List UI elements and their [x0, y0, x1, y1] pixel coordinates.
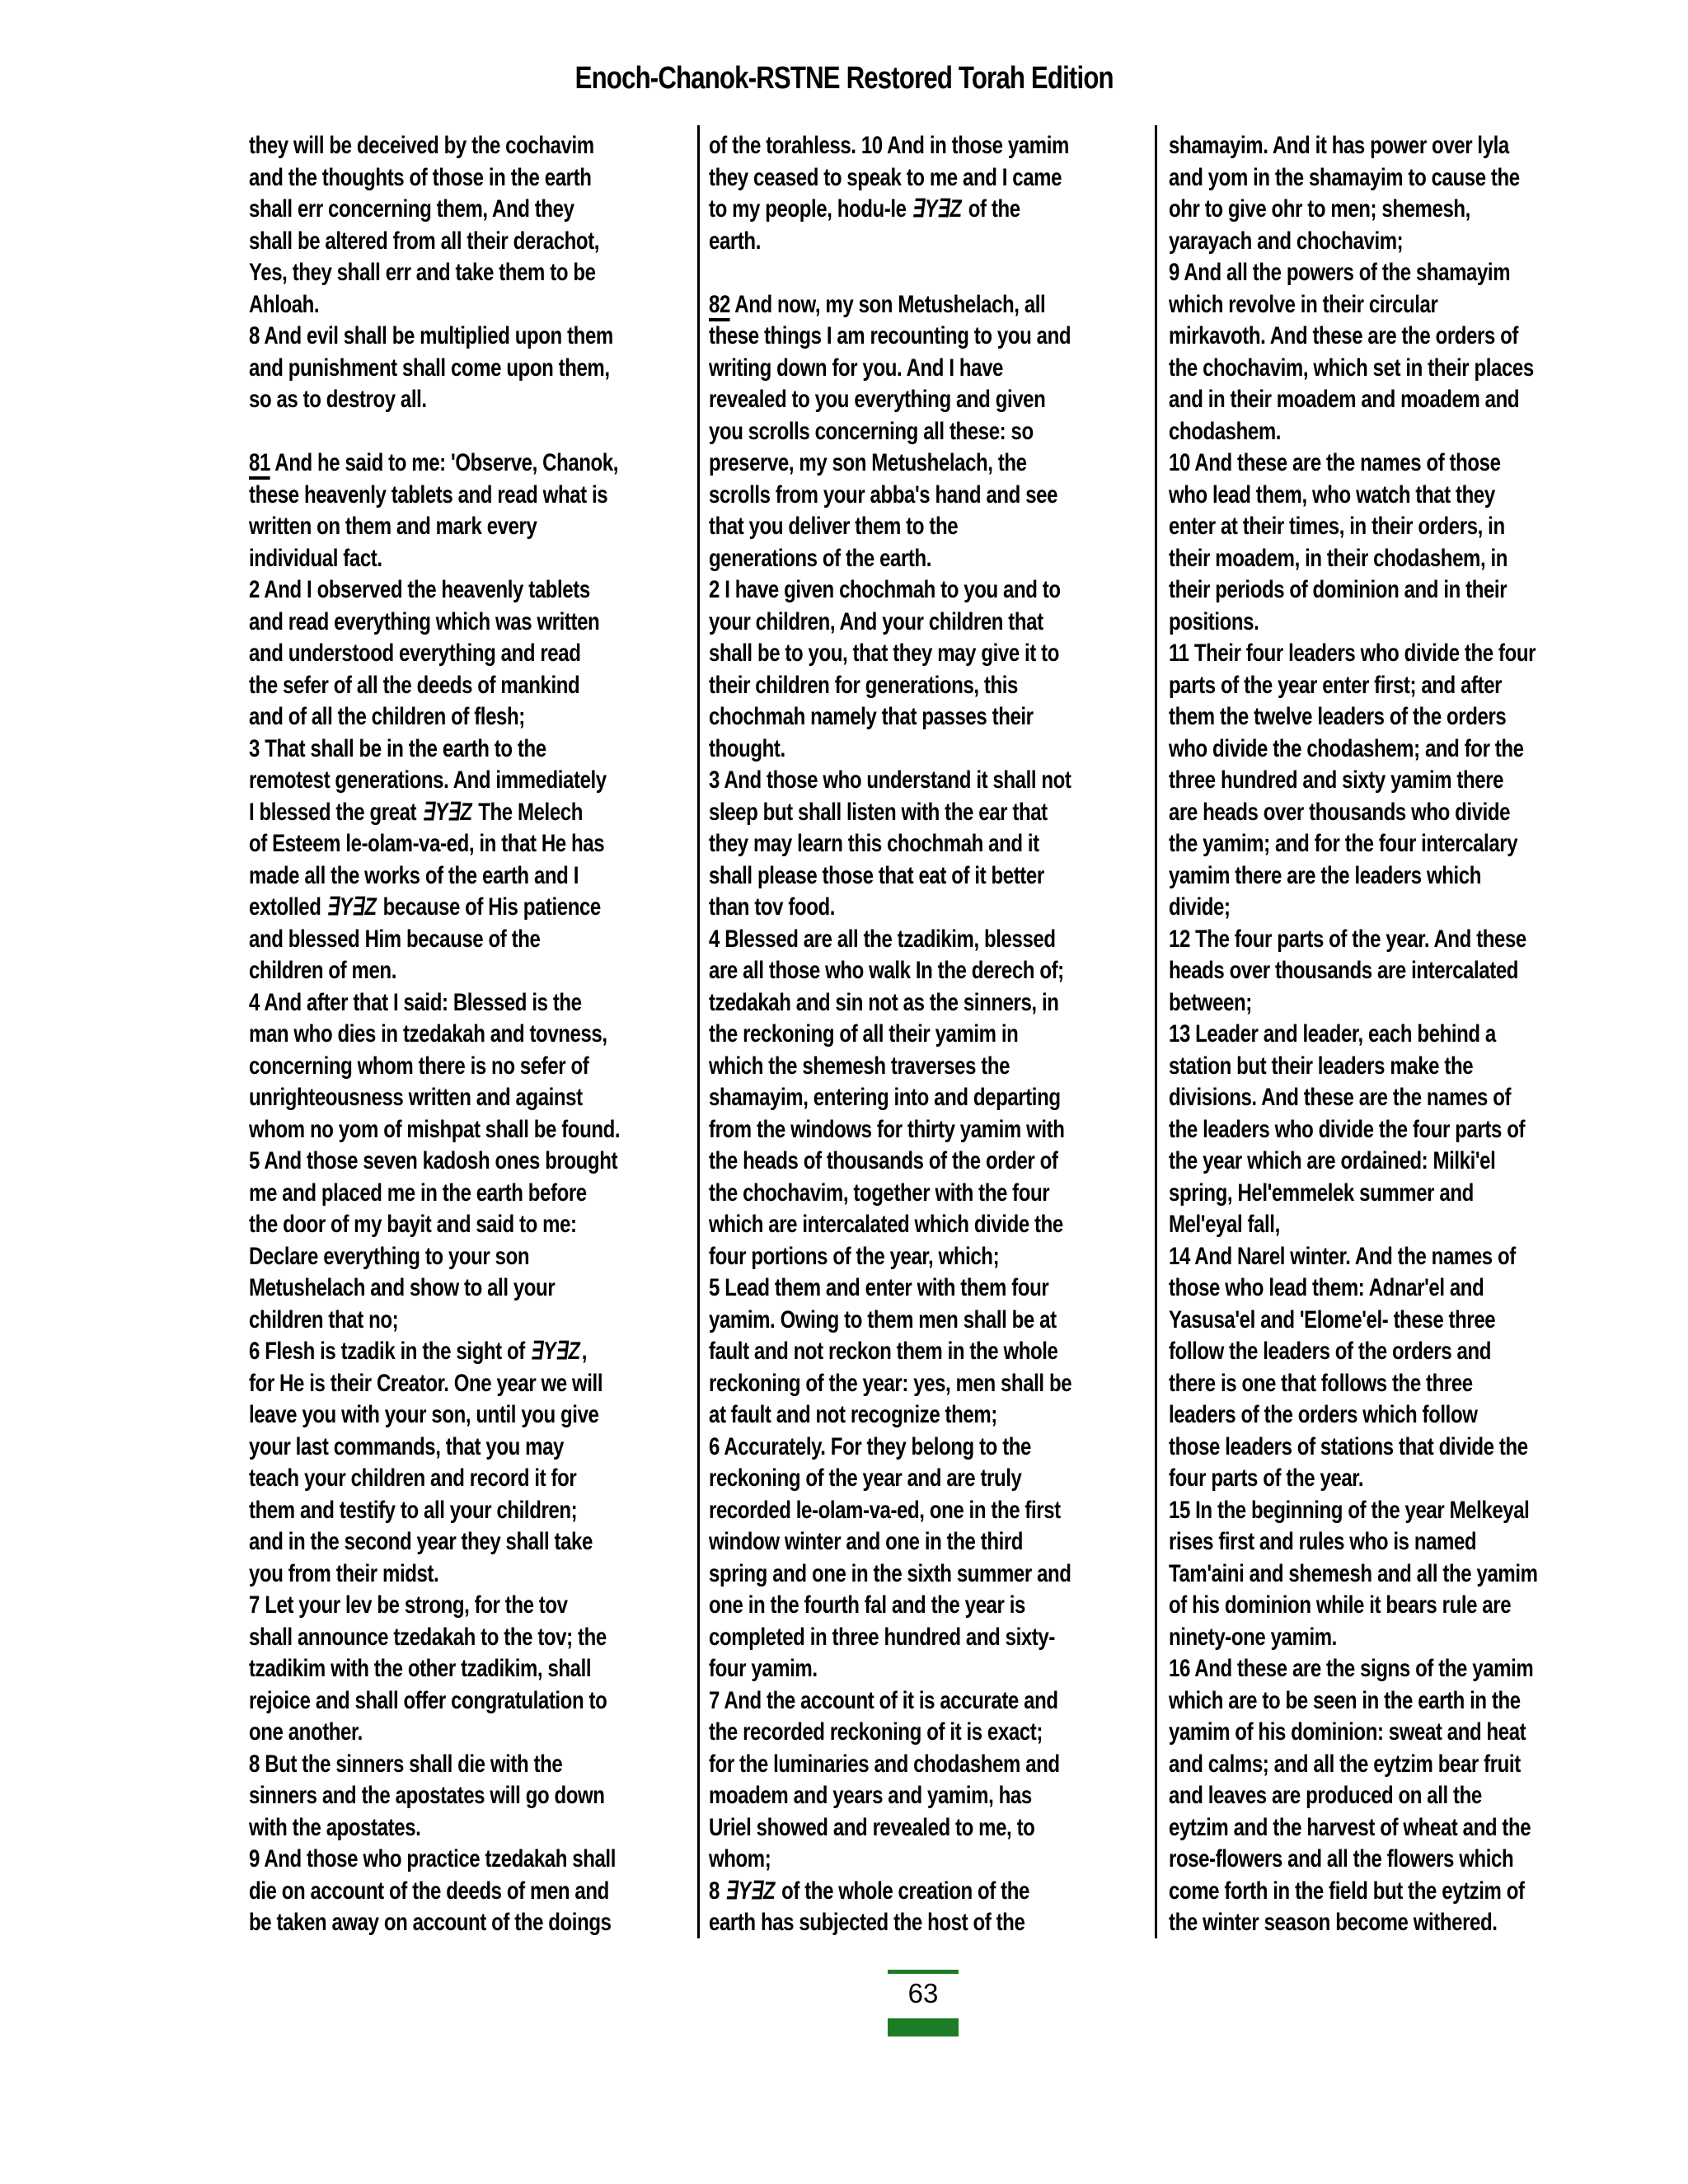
text-line: shall be altered from all their derachot, — [249, 227, 600, 255]
text-line: which the shemesh traverses the — [709, 1052, 1010, 1080]
text-line: made all the works of the earth and I — [249, 861, 579, 889]
text-line: children that no; — [249, 1305, 399, 1333]
text-line: they may learn this chochmah and it — [709, 830, 1039, 857]
text-line: 7 And the account of it is accurate and — [709, 1686, 1058, 1714]
divine-name-glyph: ∃Y∃Z — [724, 1877, 777, 1905]
text-line: shall be to you, that they may give it to — [709, 640, 1060, 667]
text-line: between; — [1169, 988, 1252, 1016]
text-line: your children, And your children that — [709, 607, 1043, 635]
text-line: these things I am recounting to you and — [709, 322, 1071, 349]
text-line: moadem and years and yamim, has — [709, 1782, 1032, 1809]
text-line: Metushelach and show to all your — [249, 1274, 556, 1301]
text-line: who divide the chodashem; and for the — [1169, 734, 1524, 762]
text-line: 4 Blessed are all the tzadikim, blessed — [709, 925, 1056, 953]
text-line: which are to be seen in the earth in the — [1169, 1686, 1521, 1714]
text-line: which are intercalated which divide the — [709, 1211, 1063, 1238]
text-line: the chochavim, together with the four — [709, 1179, 1050, 1207]
text-line: shall err concerning them, And they — [249, 195, 574, 223]
text-line: the chochavim, which set in their places — [1169, 354, 1534, 382]
text-line: than tov food. — [709, 893, 836, 921]
text-line: ohr to give ohr to men; shemesh, — [1169, 195, 1470, 223]
text-line: individual fact. — [249, 544, 382, 572]
text-line: 6 Flesh is tzadik in the sight of ∃Y∃Z, — [249, 1336, 710, 1368]
text-line: earth. — [709, 227, 761, 255]
text-line: at fault and not recognize them; — [709, 1401, 997, 1428]
text-line: Mel'eyal fall, — [1169, 1211, 1280, 1238]
text-line: there is one that follows the three — [1169, 1369, 1473, 1397]
text-line: writing down for you. And I have — [709, 354, 1003, 382]
text-line: ninety-one yamim. — [1169, 1623, 1337, 1651]
text-line: extolled ∃Y∃Z because of His patience — [249, 892, 710, 924]
text-line: remotest generations. And immediately — [249, 766, 607, 794]
text-line: 9 And those who practice tzedakah shall — [249, 1845, 616, 1872]
text-line: Yes, they shall err and take them to be — [249, 259, 596, 286]
text-line: these heavenly tablets and read what is — [249, 480, 608, 509]
divine-name-glyph: ∃Y∃Z — [421, 798, 474, 826]
text-line: you from their midst. — [249, 1559, 439, 1587]
text-line: be taken away on account of the doings — [249, 1909, 612, 1936]
text-line: revealed to you everything and given — [709, 386, 1046, 413]
text-line: four yamim. — [709, 1655, 818, 1682]
text-line: teach your children and record it for — [249, 1465, 577, 1492]
text-line: for He is their Creator. One year we will — [249, 1369, 603, 1397]
text-line: and punishment shall come upon them, — [249, 354, 610, 382]
text-line: children of men. — [249, 957, 396, 984]
text-line: and read everything which was written — [249, 607, 600, 635]
text-line: 4 And after that I said: Blessed is the — [249, 988, 582, 1016]
divine-name-glyph: ∃Y∃Z — [911, 195, 964, 223]
text-line: 2 I have given chochmah to you and to — [709, 576, 1061, 603]
text-line: four portions of the year, which; — [709, 1242, 1000, 1270]
text-line: I blessed the great ∃Y∃Z The Melech — [249, 797, 710, 829]
text-line: thought. — [709, 734, 785, 762]
text-line: reckoning of the year and are truly — [709, 1465, 1022, 1492]
text-line: Yasusa'el and 'Elome'el- these three — [1169, 1305, 1496, 1333]
text-line: one another. — [249, 1718, 363, 1746]
text-line: Ahloah. — [249, 290, 320, 318]
text-line: man who dies in tzedakah and tovness, — [249, 1020, 607, 1047]
text-line: shamayim, entering into and departing — [709, 1084, 1061, 1111]
text-line: your last commands, that you may — [249, 1432, 564, 1460]
text-line: 14 And Narel winter. And the names of — [1169, 1242, 1516, 1270]
text-line — [249, 416, 710, 448]
text-line: the recorded reckoning of it is exact; — [709, 1718, 1043, 1746]
text-line: 8 ∃Y∃Z of the whole creation of the — [709, 1876, 1170, 1908]
column-text — [249, 130, 710, 1939]
text-line: and in their moadem and moadem and — [1169, 386, 1520, 413]
text-line: and in the second year they shall take — [249, 1528, 593, 1555]
text-line: 11 Their four leaders who divide the four — [1169, 640, 1536, 667]
text-line: die on account of the deeds of men and — [249, 1877, 609, 1905]
text-line: sleep but shall listen with the ear that — [709, 798, 1048, 826]
text-line: 6 Accurately. For they belong to the — [709, 1432, 1031, 1460]
text-line: tzadikim with the other tzadikim, shall — [249, 1655, 592, 1682]
text-line: rejoice and shall offer congratulation to — [249, 1686, 607, 1714]
text-line: 13 Leader and leader, each behind a — [1169, 1020, 1496, 1047]
text-line: 3 And those who understand it shall not — [709, 766, 1071, 794]
text-line: 3 That shall be in the earth to the — [249, 734, 546, 762]
text-line: to my people, hodu-le ∃Y∃Z of the — [709, 194, 1170, 226]
column-text — [709, 130, 1170, 1939]
text-line: me and placed me in the earth before — [249, 1179, 587, 1207]
text-line: fault and not reckon them in the whole — [709, 1338, 1058, 1365]
text-line: scrolls from your abba's hand and see — [709, 480, 1058, 509]
text-line: for the luminaries and chodashem and — [709, 1750, 1060, 1778]
text-line: 8 But the sinners shall die with the — [249, 1750, 563, 1778]
text-line: Uriel showed and revealed to me, to — [709, 1813, 1035, 1841]
text-line: concerning whom there is no sefer of — [249, 1052, 589, 1080]
text-line: parts of the year enter first; and after — [1169, 671, 1503, 699]
text-line: come forth in the field but the eytzim of — [1169, 1877, 1525, 1905]
text-line: of the torahless. 10 And in those yamim — [709, 132, 1069, 159]
text-line: their periods of dominion and in their — [1169, 576, 1507, 603]
text-line: one in the fourth fal and the year is — [709, 1591, 1025, 1619]
text-line: 2 And I observed the heavenly tablets — [249, 576, 590, 603]
text-line: chodashem. — [1169, 417, 1282, 445]
text-line: that you deliver them to the — [709, 513, 959, 540]
text-line: window winter and one in the third — [709, 1528, 1024, 1555]
text-line: spring and one in the sixth summer and — [709, 1559, 1071, 1587]
text-line: 81 And he said to me: 'Observe, Chanok, — [249, 448, 710, 480]
text-line: the yamim; and for the four intercalary — [1169, 830, 1518, 857]
text-line: four parts of the year. — [1169, 1465, 1364, 1492]
text-line: yamim. Owing to them men shall be at — [709, 1305, 1057, 1333]
text-line: the heads of thousands of the order of — [709, 1147, 1058, 1174]
text-line: generations of the earth. — [709, 544, 932, 572]
text-line: sinners and the apostates will go down — [249, 1782, 605, 1809]
text-line: the year which are ordained: Milki'el — [1169, 1147, 1496, 1174]
text-line: rose-flowers and all the flowers which — [1169, 1845, 1514, 1872]
text-line: spring, Hel'emmelek summer and — [1169, 1179, 1474, 1207]
text-line: whom; — [709, 1845, 771, 1872]
text-line: heads over thousands are intercalated — [1169, 957, 1519, 984]
text-column-3 — [1169, 130, 1688, 1939]
text-line: rises first and rules who is named — [1169, 1528, 1477, 1555]
divine-name-glyph: ∃Y∃Z — [326, 893, 378, 921]
text-line: mirkavoth. And these are the orders of — [1169, 322, 1519, 349]
text-line: positions. — [1169, 607, 1259, 635]
text-line: 82 And now, my son Metushelach, all — [709, 289, 1170, 321]
text-line: their moadem, in their chodashem, in — [1169, 544, 1508, 572]
text-line: divisions. And these are the names of — [1169, 1084, 1512, 1111]
text-line: 7 Let your lev be strong, for the tov — [249, 1591, 568, 1619]
text-line: 9 And all the powers of the shamayim — [1169, 259, 1511, 286]
text-line: the reckoning of all their yamim in — [709, 1020, 1019, 1047]
text-line: with the apostates. — [249, 1813, 421, 1841]
text-line: so as to destroy all. — [249, 386, 427, 413]
text-line: they ceased to speak to me and I came — [709, 163, 1062, 191]
text-line: 10 And these are the names of those — [1169, 449, 1501, 476]
text-line: divide; — [1169, 893, 1231, 921]
text-line: those leaders of stations that divide the — [1169, 1432, 1528, 1460]
text-line: 15 In the beginning of the year Melkeyal — [1169, 1496, 1530, 1524]
page-header — [0, 61, 1688, 96]
text-line: those who lead them: Adnar'el and — [1169, 1274, 1484, 1301]
footer-bottom-bar — [888, 2018, 959, 2036]
text-line: are all those who walk In the derech of; — [709, 957, 1064, 984]
text-line: 16 And these are the signs of the yamim — [1169, 1655, 1534, 1682]
text-line: enter at their times, in their orders, in — [1169, 513, 1505, 540]
text-line: them and testify to all your children; — [249, 1496, 578, 1524]
text-line: 8 And evil shall be multiplied upon them — [249, 322, 613, 349]
text-line: 12 The four parts of the year. And these — [1169, 925, 1526, 953]
text-line: leave you with your son, until you give — [249, 1401, 599, 1428]
text-line: earth has subjected the host of the — [709, 1909, 1025, 1936]
text-line: completed in three hundred and sixty- — [709, 1623, 1055, 1651]
text-line: shall please those that eat of it better — [709, 861, 1044, 889]
text-line: and leaves are produced on all the — [1169, 1782, 1482, 1809]
text-line: yarayach and chochavim; — [1169, 227, 1404, 255]
text-line: 5 Lead them and enter with them four — [709, 1274, 1049, 1301]
text-line: 5 And those seven kadosh ones brought — [249, 1147, 618, 1174]
text-line: their children for generations, this — [709, 671, 1018, 699]
text-line: them the twelve leaders of the orders — [1169, 703, 1507, 730]
text-line: of his dominion while it bears rule are — [1169, 1591, 1512, 1619]
divine-name-glyph: ∃Y∃Z — [529, 1338, 583, 1365]
text-line: you scrolls concerning all these: so — [709, 417, 1034, 445]
text-line: leaders of the orders which follow — [1169, 1401, 1478, 1428]
text-line: the leaders who divide the four parts of — [1169, 1115, 1526, 1143]
text-line: shamayim. And it has power over lyla — [1169, 132, 1509, 159]
text-line: chochmah namely that passes their — [709, 703, 1034, 730]
text-line: they will be deceived by the cochavim — [249, 132, 594, 159]
text-line: station but their leaders make the — [1169, 1052, 1474, 1080]
text-line: follow the leaders of the orders and — [1169, 1338, 1491, 1365]
text-line: and of all the children of flesh; — [249, 703, 525, 730]
text-line: unrighteousness written and against — [249, 1084, 583, 1111]
text-line: reckoning of the year: yes, men shall be — [709, 1369, 1072, 1397]
page-number: 63 — [907, 1978, 939, 2008]
page-title: Enoch-Chanok-RSTNE Restored Torah Edition — [574, 61, 1114, 96]
text-line: yamim there are the leaders which — [1169, 861, 1481, 889]
text-line: and blessed Him because of the — [249, 925, 541, 953]
text-line: which revolve in their circular — [1169, 290, 1438, 318]
text-line: are heads over thousands who divide — [1169, 798, 1511, 826]
column-text — [1169, 130, 1630, 1939]
text-line: preserve, my son Metushelach, the — [709, 449, 1027, 476]
text-line: of Esteem le-olam-va-ed, in that He has — [249, 830, 605, 857]
text-line: yamim of his dominion: sweat and heat — [1169, 1718, 1526, 1746]
chapter-number: 81 — [249, 449, 270, 480]
text-line: Tam'aini and shemesh and all the yamim — [1169, 1559, 1538, 1587]
text-line: Declare everything to your son — [249, 1242, 530, 1270]
text-line: recorded le-olam-va-ed, one in the first — [709, 1496, 1061, 1524]
footer-top-rule — [888, 1970, 959, 1974]
text-line: the door of my bayit and said to me: — [249, 1211, 577, 1238]
text-line: the winter season become withered. — [1169, 1909, 1498, 1936]
text-line: whom no yom of mishpat shall be found. — [249, 1115, 621, 1143]
chapter-number: 82 — [709, 291, 730, 321]
text-line: who lead them, who watch that they — [1169, 480, 1495, 509]
text-line: from the windows for thirty yamim with — [709, 1115, 1065, 1143]
text-line: eytzim and the harvest of wheat and the — [1169, 1813, 1531, 1841]
text-line: shall announce tzedakah to the tov; the — [249, 1623, 607, 1651]
text-line: and the thoughts of those in the earth — [249, 163, 592, 191]
text-line: and understood everything and read — [249, 640, 581, 667]
text-line: the sefer of all the deeds of mankind — [249, 671, 580, 699]
text-line: and yom in the shamayim to cause the — [1169, 163, 1520, 191]
text-line: written on them and mark every — [249, 513, 537, 540]
text-line — [709, 257, 1170, 289]
text-line: three hundred and sixty yamim there — [1169, 766, 1504, 794]
text-line: tzedakah and sin not as the sinners, in — [709, 988, 1059, 1016]
text-line: and calms; and all the eytzim bear fruit — [1169, 1750, 1521, 1778]
